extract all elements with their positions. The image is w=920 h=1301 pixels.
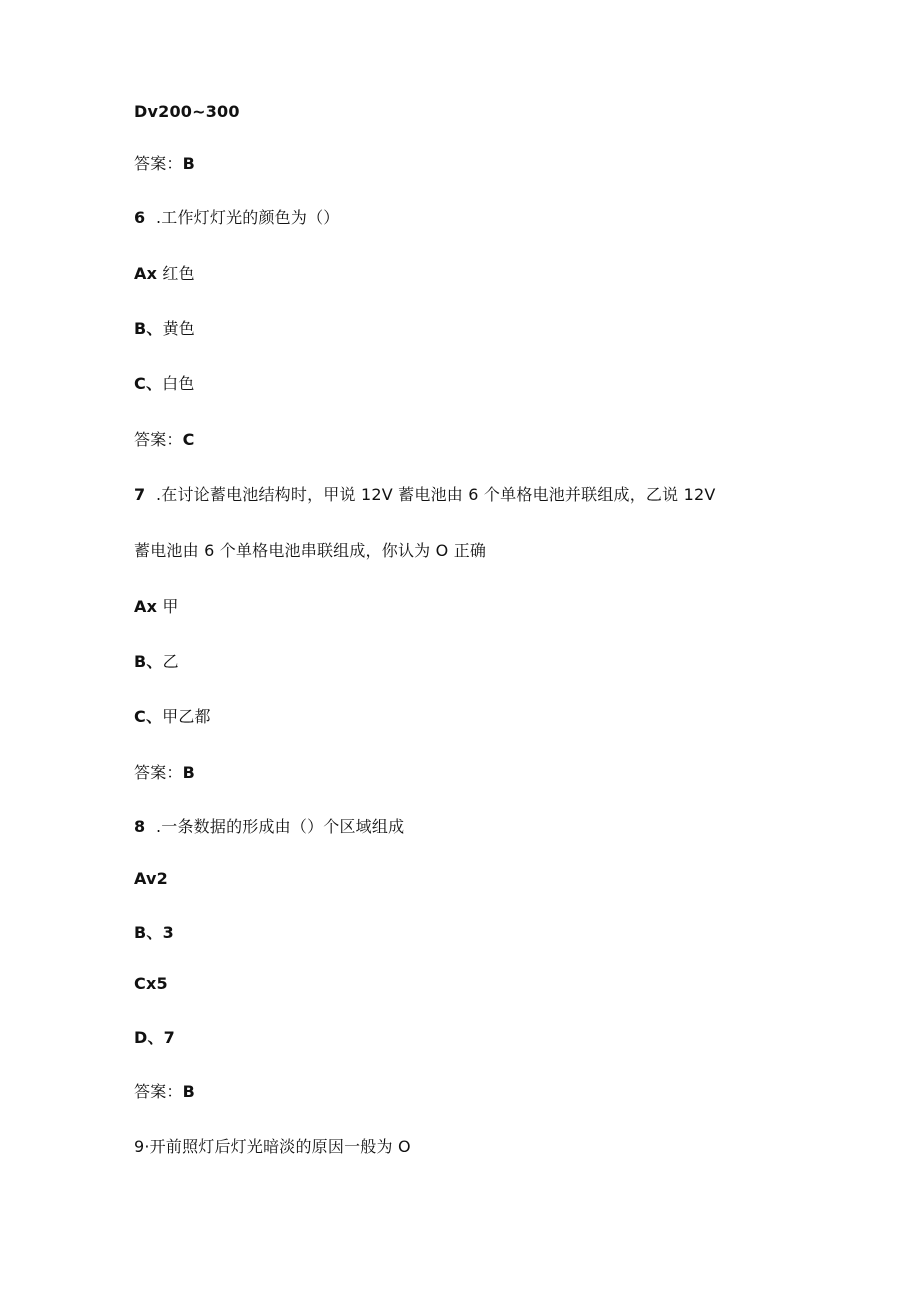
option-b-q7 [134, 652, 179, 672]
option-c-q8 [134, 974, 168, 994]
option-c-q7 [134, 707, 211, 727]
option-text: 甲 [162, 597, 179, 616]
answer-q5 [134, 154, 195, 174]
option-d-q5 [134, 102, 240, 122]
question-text: 9·开前照灯后灯光暗淡的原因一般为 O [134, 1137, 411, 1156]
answer-label: 答案： [134, 430, 183, 449]
option-prefix: Av2 [134, 869, 168, 888]
option-prefix: C、 [134, 707, 163, 726]
answer-value: B [182, 1082, 196, 1101]
answer-value: B [182, 154, 196, 173]
option-prefix: D、7 [134, 1028, 176, 1047]
option-prefix: Cx5 [134, 974, 168, 993]
option-a-q7 [134, 597, 179, 617]
question-6 [134, 208, 340, 228]
question-8 [134, 817, 404, 837]
option-prefix: B、 [134, 319, 163, 338]
question-text: .在讨论蓄电池结构时，甲说 12V 蓄电池由 6 个单格电池并联组成，乙说 12V [156, 485, 716, 504]
question-7-line-2 [134, 541, 486, 561]
option-b-q6 [134, 319, 195, 339]
question-text: 蓄电池由 6 个单格电池串联组成，你认为 O 正确 [134, 541, 487, 560]
option-prefix: Ax [134, 264, 158, 283]
option-a-q6 [134, 264, 195, 284]
question-9 [134, 1137, 411, 1157]
option-prefix: C、 [134, 374, 163, 393]
question-number: 8 [134, 817, 146, 836]
answer-label: 答案： [134, 763, 183, 782]
option-a-q8 [134, 869, 168, 889]
option-prefix: B、3 [134, 923, 174, 942]
option-b-q8 [134, 923, 174, 943]
answer-label: 答案： [134, 154, 183, 173]
option-d-q8 [134, 1028, 175, 1048]
question-number: 6 [134, 208, 146, 227]
option-prefix: B、 [134, 652, 163, 671]
option-text: 乙 [162, 652, 179, 671]
question-number: 7 [134, 485, 146, 504]
answer-q6 [134, 430, 195, 450]
option-text: 白色 [162, 374, 195, 393]
option-text: Dv200~300 [134, 102, 240, 121]
option-text: 黄色 [162, 319, 196, 338]
option-prefix: Ax [134, 597, 158, 616]
answer-q8 [134, 1082, 195, 1102]
question-7-line-1 [134, 485, 716, 505]
answer-q7 [134, 763, 195, 783]
answer-value: C [182, 430, 195, 449]
answer-label: 答案： [134, 1082, 183, 1101]
option-text: 甲乙都 [162, 707, 211, 726]
option-text: 红色 [162, 264, 195, 283]
question-text: .一条数据的形成由（）个区域组成 [156, 817, 405, 836]
question-text: .工作灯灯光的颜色为（） [156, 208, 340, 227]
option-c-q6 [134, 374, 195, 394]
answer-value: B [182, 763, 196, 782]
